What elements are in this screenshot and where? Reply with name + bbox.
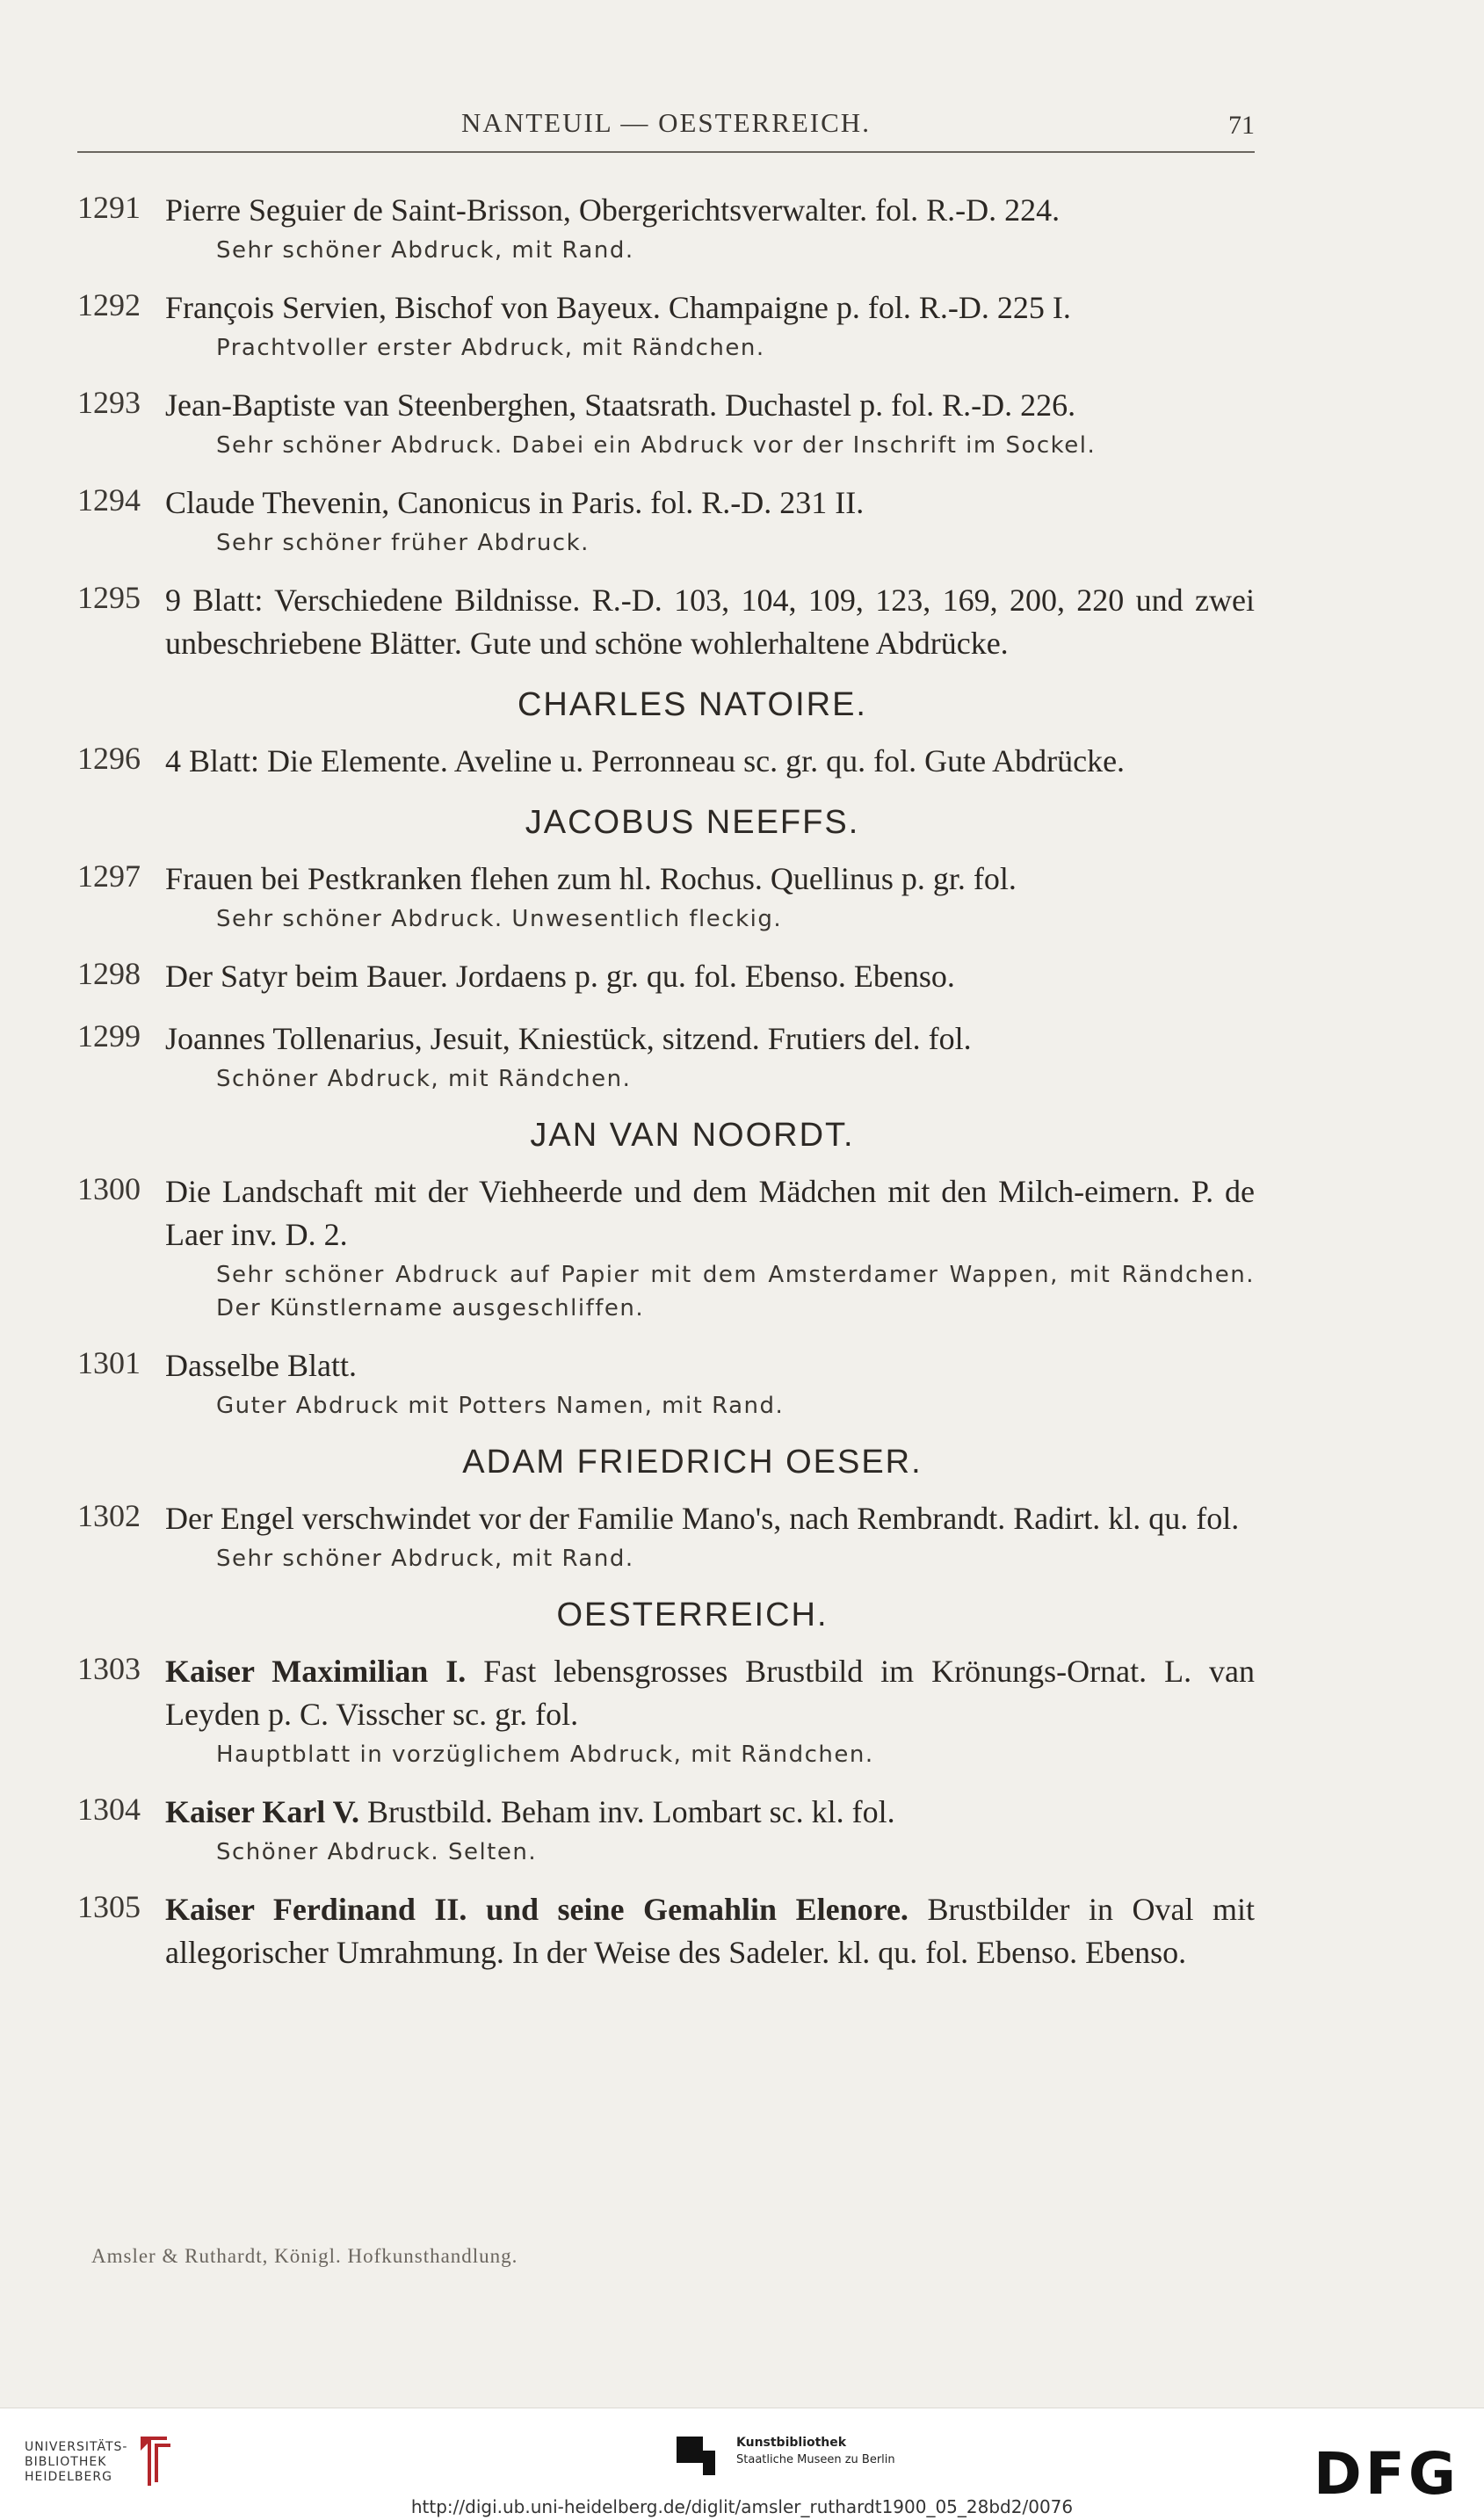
catalogue-entry-1296 <box>77 740 1255 783</box>
digitization-footer <box>0 2408 1484 2520</box>
catalogue-entry-1305 <box>77 1888 1255 1974</box>
entry-description: Jean-Baptiste van Steenberghen, Staatsrath. Duchastel p. fol. R.-D. 226. <box>165 387 1076 423</box>
entry-description: Joannes Tollenarius, Jesuit, Kniestück, sitzend. Frutiers del. fol. <box>165 1021 972 1056</box>
entry-description: 9 Blatt: Verschiedene Bildnisse. R.-D. 103, 104, 109, 123, 169, 200, 220 und zwei unbeschriebene Blätter. Gute und schöne wohlerhaltene Abdrücke. <box>165 583 1255 661</box>
section-heading-oesterreich: OESTERREICH. <box>556 1597 829 1633</box>
entry-condition-note: Sehr schöner Abdruck. Unwesentlich fleckig. <box>216 906 783 932</box>
section-heading-oeser: ADAM FRIEDRICH OESER. <box>462 1444 923 1481</box>
entry-description: Frauen bei Pestkranken flehen zum hl. Rochus. Quellinus p. gr. fol. <box>165 861 1017 896</box>
entry-details: Brustbild. Beham inv. Lombart sc. kl. fol. <box>367 1794 895 1829</box>
catalogue-entry-1291 <box>77 189 1255 267</box>
entry-description: Pierre Seguier de Saint-Brisson, Obergerichtsverwalter. fol. R.-D. 224. <box>165 192 1061 228</box>
university-line: UNIVERSITÄTS- <box>25 2440 128 2454</box>
entry-condition-note: Sehr schöner Abdruck. Dabei ein Abdruck vor der Inschrift im Sockel. <box>216 432 1097 459</box>
catalogue-entry-1295 <box>77 579 1255 665</box>
kb-subtitle: Staatliche Museen zu Berlin <box>736 2453 895 2466</box>
entry-number: 1298 <box>77 956 141 991</box>
entry-description: Dasselbe Blatt. <box>165 1348 357 1383</box>
entry-number: 1297 <box>77 858 141 894</box>
entry-condition-note: Sehr schöner Abdruck, mit Rand. <box>216 237 634 264</box>
publisher-imprint: Amsler & Ruthardt, Königl. Hofkunsthandlung. <box>91 2245 518 2267</box>
header-rule <box>77 151 1255 153</box>
catalogue-entry-1299 <box>77 1017 1255 1096</box>
entry-subject: Kaiser Maximilian I. <box>165 1654 467 1689</box>
catalogue-entry-1293 <box>77 384 1255 462</box>
entry-subject: Kaiser Ferdinand II. und seine Gemahlin Elenore. <box>165 1892 908 1927</box>
catalogue-entry-1304 <box>77 1791 1255 1869</box>
catalogue-entry-1297 <box>77 858 1255 936</box>
entry-description: François Servien, Bischof von Bayeux. Champaigne p. fol. R.-D. 225 I. <box>165 290 1071 325</box>
entry-description <box>165 1650 1255 1736</box>
entry-number: 1293 <box>77 385 141 420</box>
entry-number: 1292 <box>77 287 141 322</box>
entry-description: Der Engel verschwindet vor der Familie Mano's, nach Rembrandt. Radirt. kl. qu. fol. <box>165 1501 1240 1536</box>
entry-details: Fast lebensgrosses Brustbild im Krönungs-Ornat. L. van Leyden p. C. Visscher sc. gr. fol. <box>165 1654 1256 1732</box>
entry-number: 1296 <box>77 741 141 776</box>
entry-description: Die Landschaft mit der Viehheerde und dem Mädchen mit den Milch-eimern. P. de Laer inv. D. 2. <box>165 1174 1255 1252</box>
running-header <box>77 98 1255 151</box>
dfg-logo[interactable]: DFG <box>1313 2440 1459 2508</box>
entry-number: 1304 <box>77 1792 141 1827</box>
catalogue-entry-1303 <box>77 1650 1255 1771</box>
entry-condition-note: Sehr schöner Abdruck, mit Rand. <box>216 1546 634 1572</box>
entry-details: Brustbilder in Oval mit allegorischer Umrahmung. In der Weise des Sadeler. kl. qu. fol. Ebenso. Ebenso. <box>165 1892 1256 1970</box>
entry-number: 1291 <box>77 190 141 225</box>
entry-condition-note: Hauptblatt in vorzüglichem Abdruck, mit Rändchen. <box>216 1742 874 1768</box>
catalogue-entry-1300 <box>77 1170 1255 1325</box>
section-heading-noordt: JAN VAN NOORDT. <box>530 1117 855 1154</box>
catalogue-entry-1301 <box>77 1344 1255 1423</box>
entry-number: 1302 <box>77 1498 141 1533</box>
entry-description <box>165 1888 1255 1974</box>
university-line: HEIDELBERG <box>25 2470 112 2484</box>
section-heading-natoire: CHARLES NATOIRE. <box>517 686 867 723</box>
entry-subject: Kaiser Karl V. <box>165 1794 360 1829</box>
entry-description: Claude Thevenin, Canonicus in Paris. fol. R.-D. 231 II. <box>165 485 865 520</box>
running-title: NANTEUIL — OESTERREICH. <box>461 107 871 138</box>
university-library-label[interactable] <box>25 2440 127 2485</box>
entry-description: Der Satyr beim Bauer. Jordaens p. gr. qu. fol. Ebenso. Ebenso. <box>165 959 955 994</box>
catalogue-entry-1294 <box>77 482 1255 560</box>
entry-description <box>165 1791 1255 1834</box>
kunstbibliothek-logo-icon[interactable] <box>677 2433 728 2479</box>
entry-condition-note: Guter Abdruck mit Potters Namen, mit Rand. <box>216 1393 785 1419</box>
entry-condition-note: Schöner Abdruck, mit Rändchen. <box>216 1066 632 1092</box>
catalogue-entry-1292 <box>77 286 1255 365</box>
catalogue-body <box>77 189 1255 1994</box>
entry-number: 1305 <box>77 1889 141 1924</box>
permalink-url[interactable]: http://digi.ub.uni-heidelberg.de/diglit/amsler_ruthardt1900_05_28bd2/0076 <box>410 2496 1074 2517</box>
page-number: 71 <box>1228 111 1255 140</box>
entry-number: 1295 <box>77 580 141 615</box>
entry-number: 1299 <box>77 1018 141 1054</box>
entry-condition-note: Sehr schöner früher Abdruck. <box>216 530 590 556</box>
kb-title: Kunstbibliothek <box>736 2436 847 2450</box>
entry-condition-note: Sehr schöner Abdruck auf Papier mit dem Amsterdamer Wappen, mit Rändchen. Der Künstlername ausgeschliffen. <box>216 1262 1255 1322</box>
section-heading-neeffs: JACOBUS NEEFFS. <box>525 804 860 841</box>
entry-description: 4 Blatt: Die Elemente. Aveline u. Perronneau sc. gr. qu. fol. Gute Abdrücke. <box>165 743 1126 778</box>
entry-condition-note: Prachtvoller erster Abdruck, mit Rändchen. <box>216 335 765 361</box>
catalogue-entry-1298 <box>77 955 1255 998</box>
university-line: BIBLIOTHEK <box>25 2455 107 2469</box>
entry-number: 1303 <box>77 1651 141 1686</box>
catalogue-entry-1302 <box>77 1497 1255 1575</box>
entry-condition-note: Schöner Abdruck. Selten. <box>216 1839 538 1865</box>
entry-number: 1300 <box>77 1171 141 1206</box>
entry-number: 1294 <box>77 482 141 518</box>
entry-number: 1301 <box>77 1345 141 1380</box>
university-logo-icon[interactable] <box>132 2431 176 2491</box>
kunstbibliothek-label[interactable] <box>736 2435 895 2468</box>
